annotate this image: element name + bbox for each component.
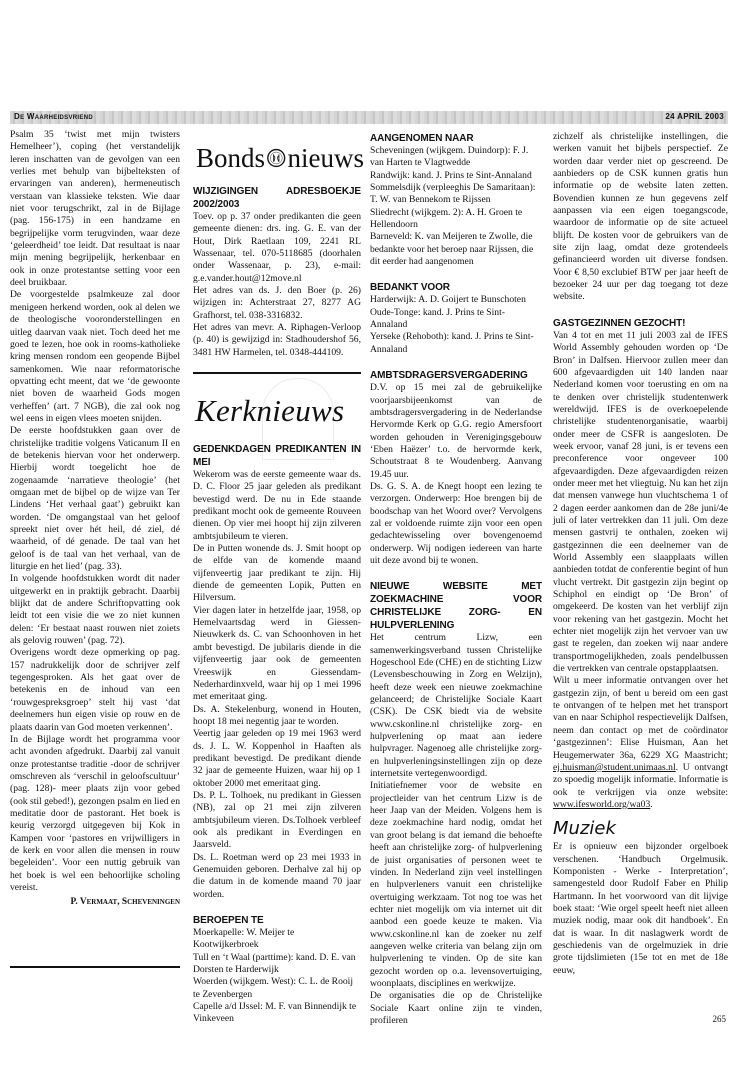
column-1-review	[10, 129, 180, 909]
list-item: Tull en ‘t Waal (parttime): kand. D. E. van Dorsten te Harderwijk	[193, 951, 356, 976]
paragraph: De voorgestelde psalmkeuze zal door menigeen herkend worden, ook al delen we de theologische vooronderstellingen en uitleg daarvan vaak niet. Toch deed het me goed te lezen, hoe ook in rooms-katholieke kring mensen rondom een geopende Bijbel samenkomen. Wie naar reformatorische opvatting echt meent, dat we ‘de gewoonte niet boven de waarheid Gods mogen verheffen’ (art. 7 NGB), die zal ook nog wel eens in eigen vlees moeten snijden.	[10, 289, 180, 424]
list-item: Randwijk: kand. J. Prins te Sint-Annaland	[370, 169, 532, 181]
paragraph: De organisaties die op de Christelijke Sociale Kaart online zijn te vinden, profileren	[370, 990, 542, 1026]
paragraph: Veertig jaar geleden op 19 mei 1963 werd ds. J. L. W. Koppenhol in Haaften als predikant bevestigd. De predikant diende 32 jaar de gemeente Huizen, waar hij op 1 oktober 2000 met emeritaat ging.	[193, 728, 361, 789]
section-heading: NIEUWE WEBSITE MET ZOEKMACHINE VOOR CHRISTELIJKE ZORG- EN HULPVERLENING	[370, 581, 542, 632]
muziek-title: Muziek	[553, 818, 616, 840]
bond-logo-icon	[267, 141, 285, 175]
author-signature: P. Vermaat, Scheveningen	[70, 897, 180, 908]
paragraph: Vier dagen later in hetzelfde jaar, 1958, op Hemelvaartsdag werd in Giessen-Nieuwkerk ds. C. van Schoonhoven in het ambt bevestigd. De jubilaris diende in die vijfenveertig jaar ook de gemeenten Vreeswijk en Giessendam-Nederhardinxveld, waar hij op 1 mei 1996 met emeritaat ging.	[193, 604, 361, 703]
paragraph: Ds. L. Roetman werd op 23 mei 1933 in Genemuiden geboren. Derhalve zal hij op die datum in de komende maand 70 jaar worden.	[193, 851, 361, 900]
section-heading: BEDANKT VOOR	[370, 282, 450, 294]
paragraph: In de Bijlage wordt het programma voor acht avonden afgedrukt. Daarbij zal vanuit onze protestantse traditie -door de schrijver omschreven als ‘verschil in geloofscultuur’ (pag. 128)- meer plaats zijn voor gebed (ook stil gebed!), gezongen psalm en lied en meditatie door de pastorant. Het boek is keurig verzorgd uitgegeven bij Kok in Kampen voor ‘pastores en vrijwilligers in de kerk en voor allen die mensen in rouw begeleiden’. Voor een nuttig gebruik van het boek is wel een behoorlijke scholing vereist.	[10, 733, 180, 893]
kerknieuws-title: Kerknieuws	[195, 393, 345, 428]
paragraph: Initiatiefnemer voor de website en projectleider van het centrum Lizw is de heer Jaap van der Meiden. Volgens hem is deze zoekmachine hard nodig, omdat het van groot belang is dat iemand die behoefte heeft aan christelijke zorg- of hulpverlening de juist organisaties of personen weet te vinden. In Nederland zijn veel instellingen en hulpverleners vanuit een christelijke overtuiging werkzaam. Tot nog toe was het echter niet mogelijk om via internet uit dit aanbod een goede keuze te maken. Via www.cskonline.nl kan de zoeker nu zelf aangeven welke criteria van belang zijn om hulpverlening te vinden. Op de site kan gezocht worden op o.a. levensovertuiging, woonplaats, disciplines en werkwijze.	[370, 780, 542, 989]
section-heading: AANGENOMEN NAAR	[370, 133, 474, 144]
divider	[193, 372, 361, 374]
list-item: Sliedrecht (wijkgem. 2): A. H. Groen te Hellendoorn	[370, 206, 523, 231]
list-item: Moerkapelle: W. Meijer te Kootwijkerbroek	[193, 927, 295, 951]
paragraph: In volgende hoofdstukken wordt dit nader uitgewerkt en in praktijk gebracht. Daarbij blijkt dat de andere Schriftopvatting ook leidt tot een visie die we zo niet kunnen delen: ‘Er bestaat naast rouwen niet zoiets als gelovig rouwen’ (pag. 72).	[10, 573, 180, 647]
paragraph: D.V. op 15 mei zal de gebruikelijke voorjaarsbijeenkomst van de ambtsdragersvergadering in de Nederlandse Hervormde Kerk op G.G. regio Amersfoort worden gehouden in Verenigingsgebouw ‘Eben Haëzer’ t.o. de hervormde kerk, Schoutstraat 8 te Woudenberg. Aanvang 19.45 uur.	[370, 382, 542, 480]
section-heading: BEROEPEN TE	[193, 915, 264, 927]
email-link[interactable]: ej.huisman@student.unimaas.nl	[553, 761, 676, 773]
text: Wilt u meer informatie ontvangen over het gastgezin zijn, of bent u bereid om een gast te ontvangen of te helpen met het transport van en naar Schiphol respectievelijk Dalfsen, neem dan contact op met de coördinator ‘gastgezinnen’: Elise Huisman, Aan het Heugemerwater 36a, 6229 XG Maastricht;	[553, 675, 728, 761]
list-item: Woerden (wijkgem. West): C. L. de Rooij te Zevenbergen	[193, 976, 354, 1000]
list-item: Capelle a/d IJssel: M. F. van Binnendijk te Vinkeveen	[193, 1001, 357, 1025]
column-4	[553, 131, 728, 977]
paragraph: Psalm 35 ‘twist met mijn twisters Hemelheer’), coping (het verstandelijk leren inschatten van de gevolgen van een verlies met behulp van bijbelteksten of ervaringen van anderen), hermeneutisch verstaan van klassieke teksten. Wie daar niet voor terugschrikt, zal in de Bijlage (pag. 156-175) in een handzame en begrijpelijke vorm terugvinden, waar deze ‘geleerdheid’ toe leidt. Dat resultaat is naar mijn mening begrijpelijk, herkenbaar en ook in onze protestantse setting voor een deel bruikbaar.	[10, 129, 180, 289]
list-item: Sommelsdijk (verpleeghis De Samaritaan): T. W. van Bennekom te Rijssen	[370, 182, 536, 206]
list-item: Harderwijk: A. D. Goijert te Bunschoten	[370, 294, 526, 306]
paragraph: Ds. G. S. A. de Knegt hoopt een lezing te verzorgen. Onderwerp: Hoe brengen bij de boodschap van het Woord over? Vervolgens zal er voldoende ruimte zijn voor een open gedachtewisseling over bovengenoemd onderwerp. Wij nodigen iedereen van harte uit deze avond bij te wonen.	[370, 480, 542, 566]
bondsnieuws-section	[193, 185, 361, 359]
list-item: Barneveld: K. van Meijeren te Zwolle, die bedankte voor het beroep naar Rijssen, die dit eerder had aangenomen	[370, 231, 534, 268]
list-item: Scheveningen (wijkgem. Duindorp): F. J. van Harten te Vlagtwedde	[370, 145, 529, 169]
issue-date: 24 APRIL 2003	[665, 112, 724, 121]
paragraph: De in Putten wonende ds. J. Smit hoopt op de elfde van de komende maand vijfenveertig jaar predikant te zijn. Hij diende de gemeenten Lopik, Putten en Hilversum.	[193, 543, 361, 604]
section-heading: GEDENKDAGEN PREDIKANTEN IN MEI	[193, 444, 361, 468]
list-item: Oude-Tonge: kand. J. Prins te Sint-Annaland	[370, 306, 505, 331]
section-heading: WIJZIGINGEN ADRESBOEKJE 2002/2003	[193, 186, 361, 210]
header-band	[10, 111, 728, 124]
paragraph: Ds. P. L. Tolhoek, nu predikant in Giessen (NB), zal op 21 mei zijn zilveren ambtsjubileum vieren. Ds.Tolhoek verbleef ook als predikant in Everdingen en Jaarsveld.	[193, 789, 361, 851]
kerknieuws-section	[193, 443, 361, 1026]
masthead: De Waarheidsvriend	[14, 112, 93, 121]
paragraph: Er is opnieuw een bijzonder orgelboek verschenen. ‘Handbuch Orgelmusik. Komponisten - Werke - Interpretation’, samengesteld door Rudolf Faber en Philip Hartmann. In het voorwoord van dit lijvige boek staat: ‘Wie orgel speelt heeft niet alleen muziek nodig, maar ook dit handboek’. En dat is waar. In dit naslagwerk wordt de geschiedenis van de orgelmuziek in drie grote tijdslimieten (15e tot en met de 18e eeuw,	[553, 841, 728, 976]
title-part: Bonds	[196, 142, 266, 173]
paragraph: De eerste hoofdstukken gaan over de christelijke traditie volgens Vaticanum II en de betekenis hiervan voor het onderwerp. Hierbij wordt toegelicht hoe de zogenaamde ‘narratieve theologie’ (het omgaan met de bijbel op de wijze van Ter Lindens ‘Het verhaal gaat’) gebruikt kan worden. ‘De omgangstaal van het geloof spreekt niet over hét heil, dé ziel, dé waarheid, of dé genade. De taal van het geloof is de taal van het verhaal, van de liturgie en het lied’ (pag. 33).	[10, 425, 180, 573]
paragraph: Toev. op p. 37 onder predikanten die geen gemeente dienen: drs. ing. G. E. van der Hout, Dirk Raetlaan 109, 2241 RL Wassenaar, tel. 070-5118685 (doorhalen onder Wassenaar, p. 23), e-mail: g.e.vander.hout@12move.nl	[193, 211, 361, 284]
bondsnieuws-title	[196, 138, 364, 178]
paragraph: Het centrum Lizw, een samenwerkingsverband tussen Christelijke Hogeschool Ede (CHE) en de stichting Lizw (Levensbeschouwing in Zorg en Welzijn), heeft deze week een nieuwe zoekmachine gelanceerd; de Christelijke Sociale Kaart (CSK). De CSK biedt via de website www.cskonline.nl christelijke zorg- en hulpverlening op maat aan iedere hulpvrager. Nagenoeg alle christelijke zorg- en hulpverleningsinstellingen zijn op deze internetsite vertegenwoordigd.	[370, 632, 542, 780]
text: . U ontvangt zo spoedig mogelijk informatie. Informatie is ook te verkrijgen via onze website:	[553, 761, 728, 798]
divider	[10, 966, 180, 968]
column-3	[370, 132, 542, 1027]
list-item: Yerseke (Rehoboth): kand. J. Prins te Sint-Annaland	[370, 331, 534, 355]
paragraph: Ds. A. Stekelenburg, wonend in Houten, hoopt 18 mei negentig jaar te worden.	[193, 703, 361, 727]
title-part: nieuws	[287, 142, 364, 173]
paragraph: Wekerom was de eerste gemeente waar ds. D. C. Floor 25 jaar geleden als predikant bevestigd werd. De nu in Ede staande predikant mocht ook de gemeente Rouveen dienen. Op vier mei hoopt hij zijn zilveren ambtsjubileum te vieren.	[193, 469, 361, 542]
paragraph: Het adres van mevr. A. Riphagen-Verloop (p. 40) is gewijzigd in: Stadhoudershof 56, 3481 HW Harmelen, tel. 0348-444109.	[193, 322, 361, 358]
paragraph: Overigens wordt deze opmerking op pag. 157 nadrukkelijk door de schrijver zelf tegengesproken. Als het gaat over de betekenis en de inhoud van een ‘rouwgespreksgroep’ stelt hij vast ‘dat deelnemers hun eigen visie op rouw en de plaats daarin van God moeten verkennen’.	[10, 647, 180, 733]
paragraph: zichzelf als christelijke instellingen, die werken vanuit het bijbels perspectief. Ze worden daar verder niet op gescreend. De aanbieders op de CSK kunnen gratis hun informatie op de website laten zetten. Bovendien kunnen ze hun gegevens zelf aanpassen via een eigen toegangscode, waardoor de informatie op de site actueel blijft. De kosten voor de gebruikers van de site zijn laag, omdat deze grotendeels gefinancieerd worden uit diverse fondsen. Voor € 8,50 exclubief BTW per jaar heeft de bezoeker 24 uur per dag toegang tot deze website.	[553, 131, 728, 303]
section-heading: AMBTSDRAGERSVERGADERING	[370, 370, 528, 382]
paragraph	[553, 675, 728, 811]
paragraph: Het adres van ds. J. den Boer (p. 26) wijzigen in: Achterstraat 27, 8277 AG Grafhorst, tel. 038-3316832.	[193, 285, 361, 321]
text: .	[650, 798, 653, 810]
page-number: 265	[712, 1014, 726, 1024]
website-link[interactable]: www.ifesworld.org/wa03	[553, 798, 651, 810]
paragraph: Van 4 tot en met 11 juli 2003 zal de IFES World Assembly gehouden worden op ‘De Bron’ in Dalfsen. Hiervoor zullen meer dan 600 afgevaardigden uit 140 landen naar Nederland komen voor toerusting en om na te denken over christelijk studentenwerk wereldwijd. IFES is de overkoepelende christelijke studentenorganisatie, waarbij onder meer de CSFR is aangesloten. De week ervoor, vanaf 28 juni, is er tevens een preconference voor ongeveer 100 afgevaardigden. Deze afgevaardigden reizen onder meer met het vliegtuig. Nu kan het zijn dat mensen vanwege hun vluchtschema 1 of 2 dagen eerder aankomen dan de 28e juni/4e juli of later vertrekken dan 11 juli. Om deze mensen gastvrij te onthalen, zoeken wij gastgezinnen die een deelnemer van de World Assembly een slaapplaats willen aanbieden totdat de conferentie begint of hun vlucht vertrekt. Dit gastgezin zijn begint op Schiphol en eindigt op ‘De Bron’ of omgekeerd. De kosten van het verblijf zijn voor rekening van het gastgezin. Mocht het echter niet mogelijk zijn het vervoer van uw gast te regelen, dan zoeken wij naar andere transportmogelijkheden, zoals pendelbussen die vertrekken van centrale opstapplaatsen.	[553, 329, 728, 675]
section-heading: GASTGEZINNEN GEZOCHT!	[553, 317, 686, 329]
